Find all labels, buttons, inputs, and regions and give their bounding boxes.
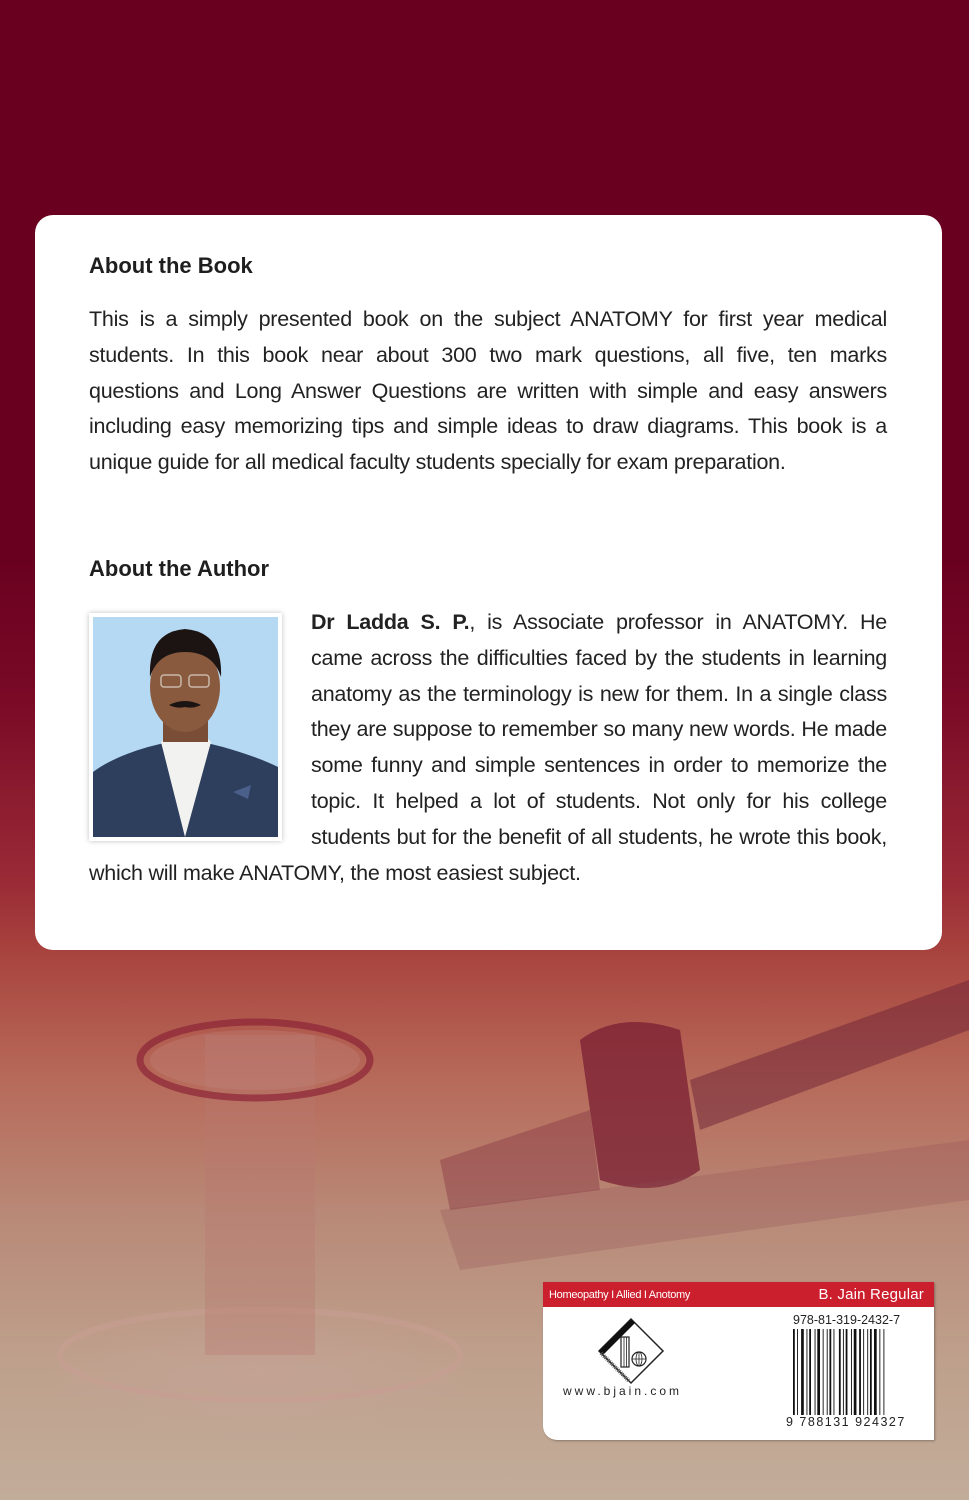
barcode-bar — [859, 1329, 861, 1425]
barcode-bar — [834, 1329, 835, 1425]
barcode-bar — [883, 1329, 884, 1425]
about-book-text: This is a simply presented book on the subject ANATOMY for first year medical students. In this book near about 300 two mark questions, all five, ten marks questions and Long Answer Questions are written with simple and easy answers including easy memorizing tips and simple ideas to draw diagrams. This book is a unique guide for all medical faculty students specially for exam preparation. — [89, 307, 887, 475]
barcode-bar — [817, 1329, 820, 1425]
barcode-bar — [807, 1329, 808, 1425]
barcode-bar — [823, 1329, 824, 1425]
author-name: Dr Ladda S. P. — [311, 610, 470, 634]
barcode-digits: 9 788131 924327 — [786, 1415, 906, 1429]
series-brand: B. Jain Regular — [818, 1286, 924, 1303]
barcode-bar — [879, 1329, 880, 1425]
description-card — [35, 215, 942, 950]
barcode-bar — [870, 1329, 872, 1425]
barcode-bar — [797, 1329, 798, 1425]
bjain-logo-icon — [595, 1315, 667, 1387]
barcode-bar — [867, 1329, 868, 1425]
barcode-bar — [827, 1329, 828, 1425]
barcode-bar — [829, 1329, 831, 1425]
publisher-website: www.bjain.com — [563, 1384, 683, 1398]
about-book-heading: About the Book — [89, 253, 253, 278]
author-bio: , is Associate professor in ANATOMY. He came across the difficulties faced by the students in learning anatomy as the terminology is new for them. In a single class they are suppose to remember so many new words. He made some funny and simple sentences in order to memorize the topic. It helped a lot of students. Not only for his college students but for the benefit of all students, he wrote this book, which will make ANATOMY, the most easiest subject. — [89, 610, 887, 885]
barcode-bar — [846, 1329, 848, 1425]
isbn-number: 978-81-319-2432-7 — [793, 1313, 901, 1327]
barcode-bar — [839, 1329, 841, 1425]
barcode-bar — [843, 1329, 844, 1425]
barcode-panel — [543, 1282, 934, 1440]
about-author-heading: About the Author — [89, 556, 270, 581]
about-author-text — [89, 605, 887, 891]
barcode-bar — [815, 1329, 816, 1425]
barcode-bar — [851, 1329, 852, 1425]
barcode-panel-header — [543, 1282, 934, 1307]
barcode-bar — [793, 1329, 795, 1425]
barcode-bar — [809, 1329, 811, 1425]
barcode-bar — [854, 1329, 857, 1425]
barcode-bar — [863, 1329, 864, 1425]
barcode-bar — [801, 1329, 804, 1425]
barcode-bar — [874, 1329, 877, 1425]
subject-categories: Homeopathy I Allied I Anotomy — [549, 1288, 691, 1301]
barcode-icon — [793, 1329, 917, 1425]
